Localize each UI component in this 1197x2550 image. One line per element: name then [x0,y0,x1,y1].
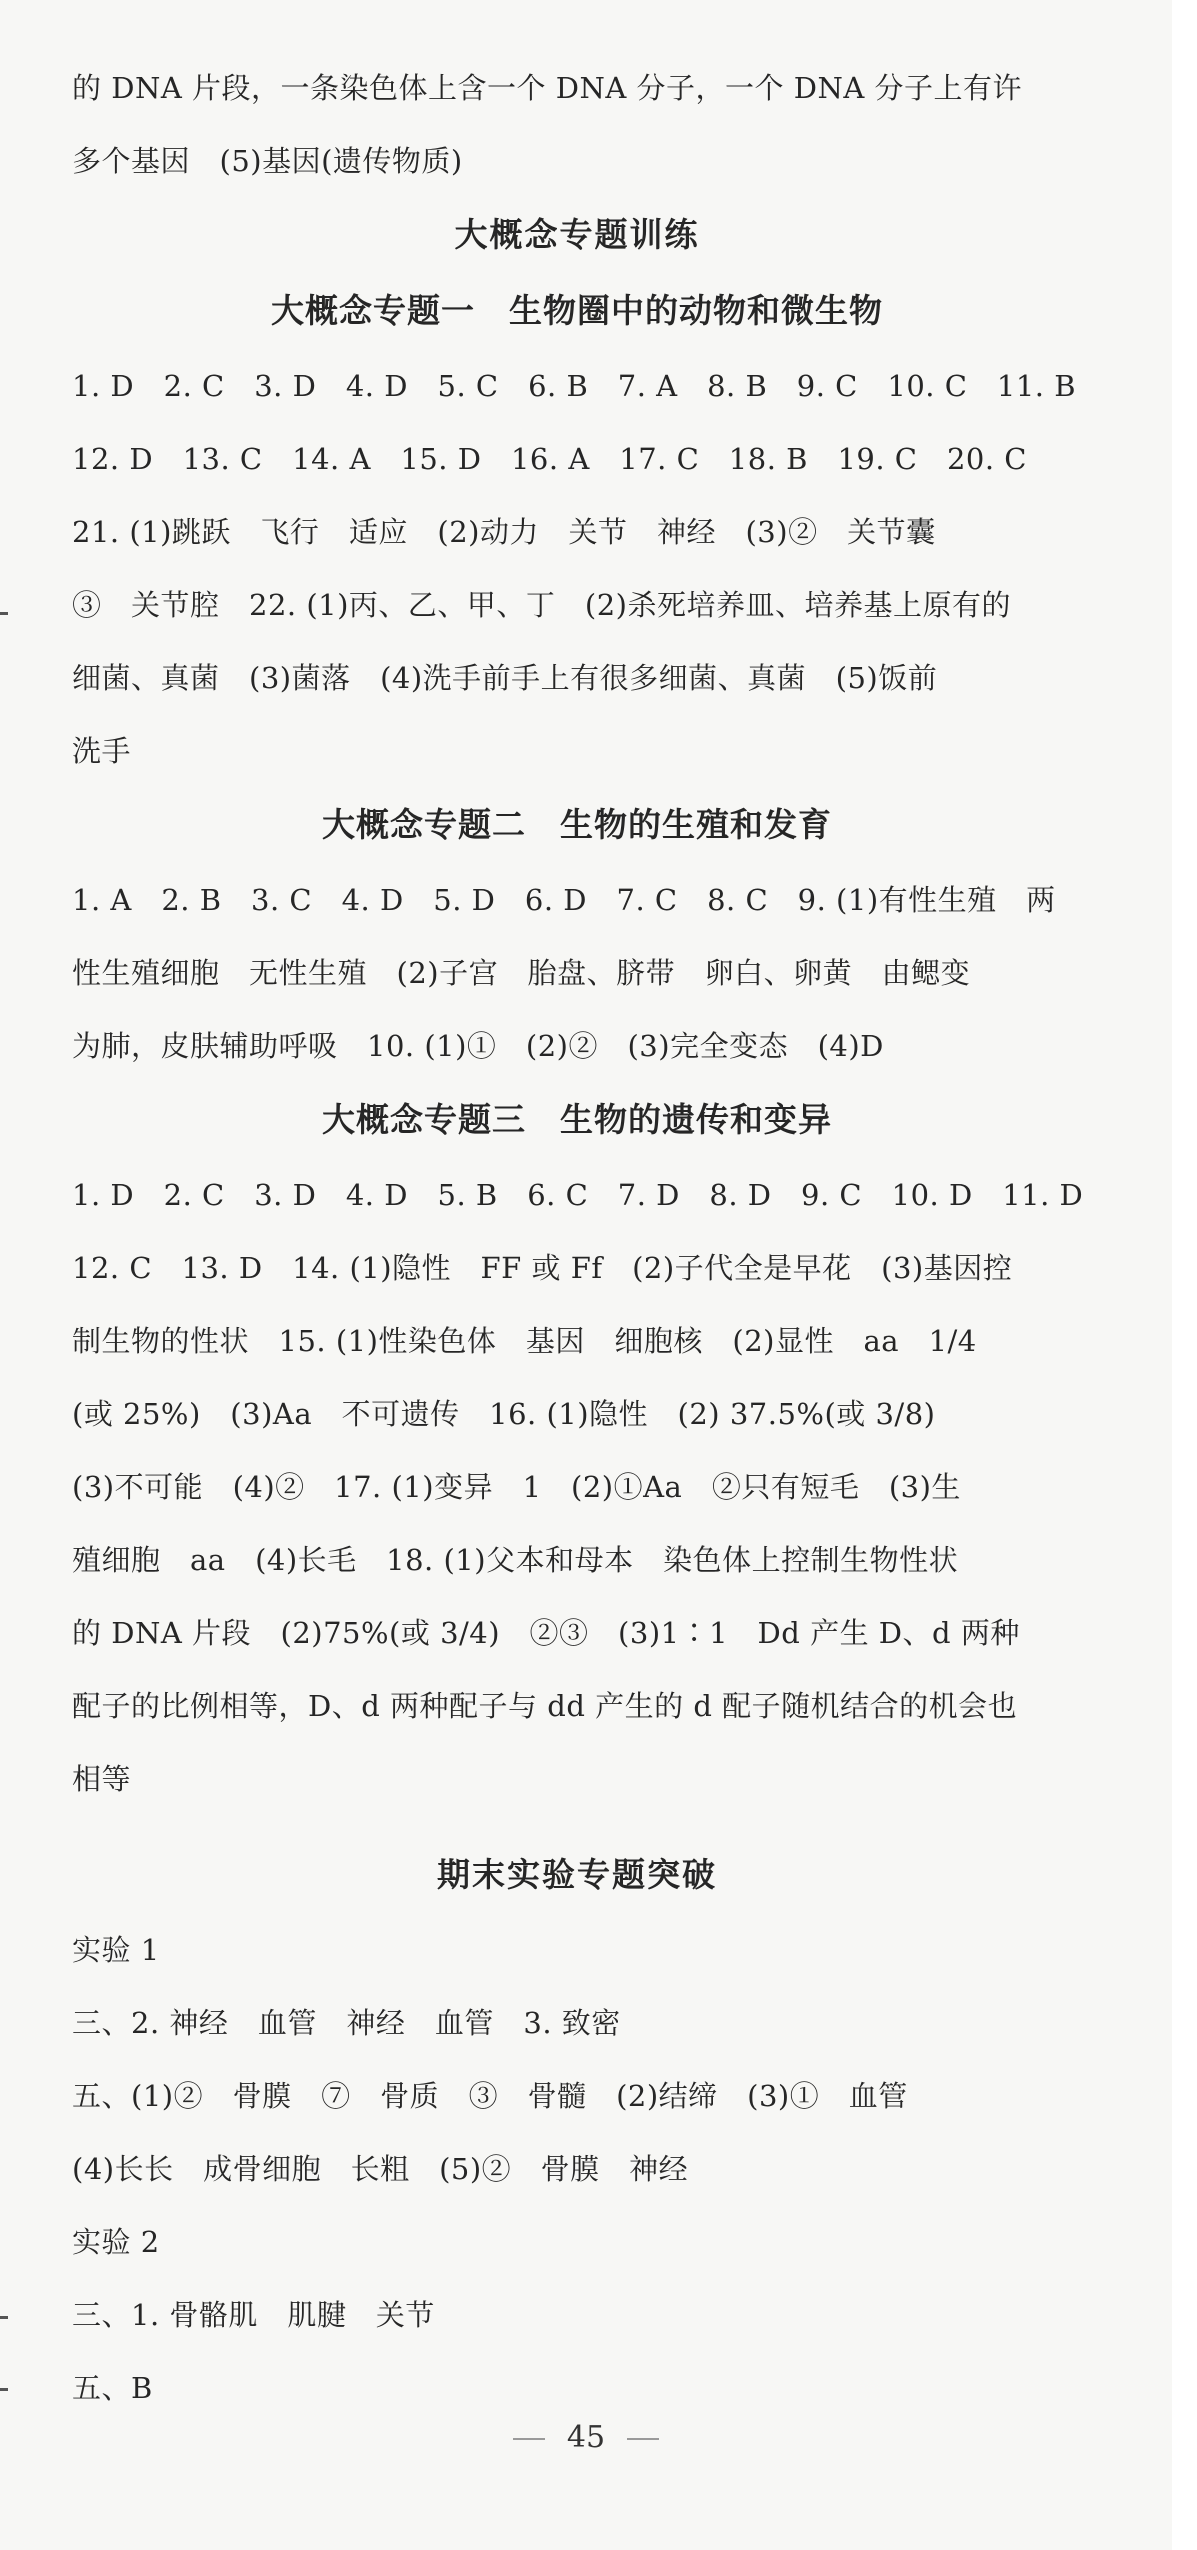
margin-mark [0,612,8,615]
text-line: 五、(1)② 骨膜 ⑦ 骨质 ③ 骨髓 (2)结缔 (3)① 血管 [72,2079,908,2113]
text-line: 1. A 2. B 3. C 4. D 5. D 6. D 7. C 8. C 9. (1)有性生殖 两 [72,883,1056,917]
text-line: 性生殖细胞 无性生殖 (2)子宫 胎盘、脐带 卵白、卵黄 由鳃变 [72,956,971,990]
text-line: 12. D 13. C 14. A 15. D 16. A 17. C 18. B 19. C 20. C [72,442,1027,476]
topic-heading: 大概念专题二 生物的生殖和发育 [322,805,832,844]
margin-mark [0,2316,8,2319]
text-line: 为肺，皮肤辅助呼吸 10. (1)① (2)② (3)完全变态 (4)D [72,1029,884,1063]
text-line: (或 25%) (3)Aa 不可遗传 16. (1)隐性 (2) 37.5%(或 3/8) [72,1397,936,1431]
topic-heading: 大概念专题三 生物的遗传和变异 [322,1100,832,1139]
text-line: 的 DNA 片段，一条染色体上含一个 DNA 分子，一个 DNA 分子上有许 [72,71,1023,105]
text-line: 三、1. 骨骼肌 肌腱 关节 [72,2298,435,2332]
text-line: 配子的比例相等，D、d 两种配子与 dd 产生的 d 配子随机结合的机会也 [72,1689,1018,1723]
text-line: 洗手 [72,734,132,768]
text-line: 五、B [72,2371,153,2405]
footer-dash [627,2438,659,2440]
text-line: (3)不可能 (4)② 17. (1)变异 1 (2)①Aa ②只有短毛 (3)生 [72,1470,961,1504]
text-line: 制生物的性状 15. (1)性染色体 基因 细胞核 (2)显性 aa 1/4 [72,1324,977,1358]
topic-heading: 大概念专题一 生物圈中的动物和微生物 [271,291,883,330]
section-title: 期末实验专题突破 [437,1855,717,1894]
text-line: 的 DNA 片段 (2)75%(或 3/4) ②③ (3)1∶1 Dd 产生 D、d 两种 [72,1616,1020,1650]
text-line: 细菌、真菌 (3)菌落 (4)洗手前手上有很多细菌、真菌 (5)饭前 [72,661,938,695]
text-line: 21. (1)跳跃 飞行 适应 (2)动力 关节 神经 (3)② 关节囊 [72,515,936,549]
section-title: 大概念专题训练 [454,215,700,254]
experiment-label: 实验 1 [72,1933,160,1967]
text-line: ③ 关节腔 22. (1)丙、乙、甲、丁 (2)杀死培养皿、培养基上原有的 [72,588,1011,622]
text-line: 殖细胞 aa (4)长毛 18. (1)父本和母本 染色体上控制生物性状 [72,1543,959,1577]
page-content [72,60,1082,2433]
experiment-label: 实验 2 [72,2225,160,2259]
text-line: 1. D 2. C 3. D 4. D 5. B 6. C 7. D 8. D 9. C 10. D 11. D [72,1178,1084,1212]
text-line: 多个基因 (5)基因(遗传物质) [72,144,463,178]
margin-mark [0,2388,8,2391]
text-line: 1. D 2. C 3. D 4. D 5. C 6. B 7. A 8. B 9. C 10. C 11. B [72,369,1077,403]
text-line: (4)长长 成骨细胞 长粗 (5)② 骨膜 神经 [72,2152,689,2186]
footer-dash [513,2438,545,2440]
page-footer [0,2420,1172,2455]
text-line: 三、2. 神经 血管 神经 血管 3. 致密 [72,2006,621,2040]
text-line: 相等 [72,1762,132,1796]
page-number: 45 [566,2420,606,2455]
text-line: 12. C 13. D 14. (1)隐性 FF 或 Ff (2)子代全是早花 (3)基因控 [72,1251,1013,1285]
